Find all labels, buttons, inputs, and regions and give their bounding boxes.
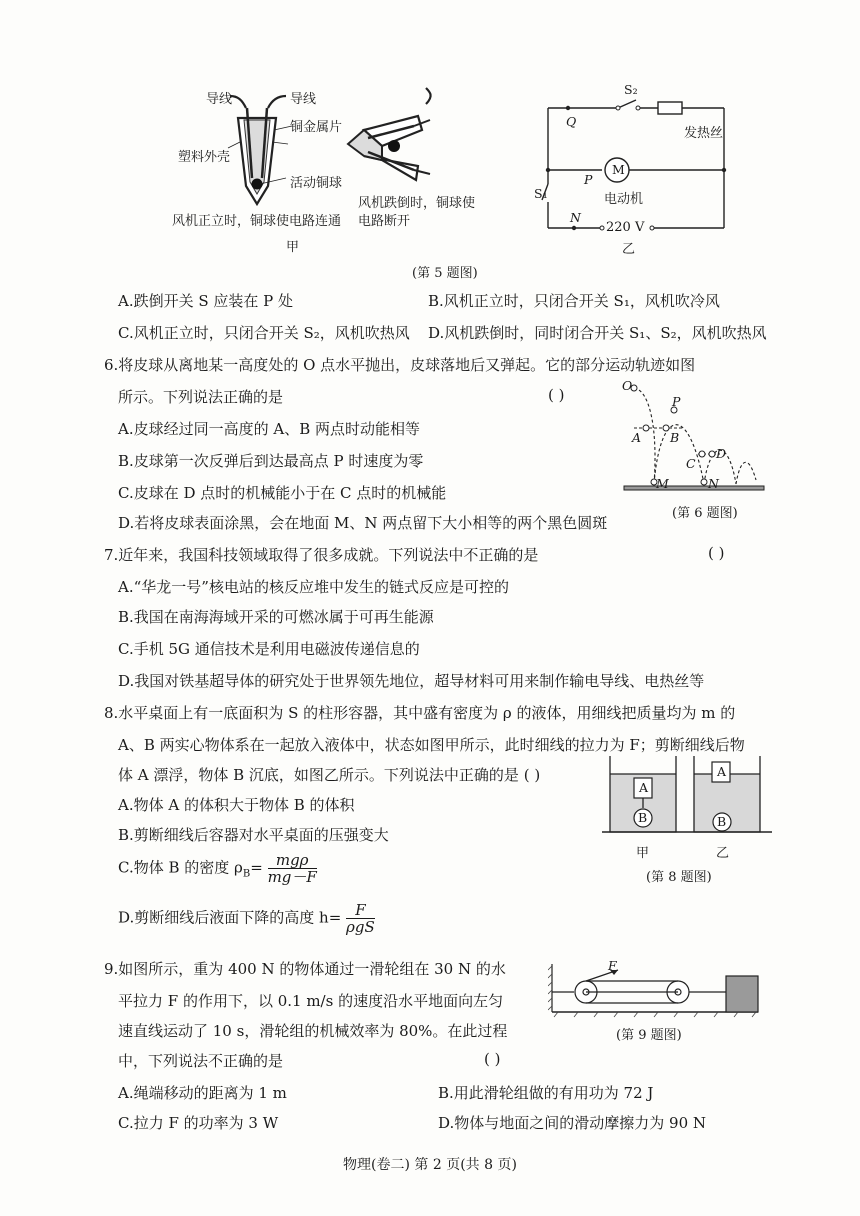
fig5-wire1-label: 导线 [206, 92, 233, 107]
q9-stem-line-1: 9.如图所示，重为 400 N 的物体通过一滑轮组在 30 N 的水 [104, 960, 506, 978]
fig6-b-label: B [670, 430, 680, 445]
q6-option-d: D.若将皮球表面涂黑，会在地面 M、N 两点留下大小相等的两个黑色圆斑 [118, 514, 608, 532]
fig6-a-label: A [632, 430, 642, 445]
fig8-jia-label: 甲 [636, 846, 650, 861]
q8-option-c-denominator: mg－F [267, 868, 317, 886]
fig5-motor-symbol: M [612, 162, 625, 177]
fig5-voltage-label: 220 V [606, 220, 645, 235]
fig5-s2-label: S₂ [624, 82, 638, 97]
fig9-pulley-diagram [548, 960, 760, 1018]
fig6-d-label: D [716, 446, 727, 461]
q8-option-c-fraction [268, 852, 317, 885]
fig8-yi-block-a: A [717, 764, 727, 779]
fig8-jia-block-a: A [639, 780, 649, 795]
q5-option-d: D.风机跌倒时，同时闭合开关 S₁、S₂，风机吹热风 [428, 324, 767, 342]
q7-option-b: B.我国在南海海域开采的可燃冰属于可再生能源 [118, 608, 434, 626]
q9-answer-paren: ( ) [484, 1050, 501, 1068]
q6-stem-line-1: 6.将皮球从离地某一高度处的 O 点水平抛出，皮球落地后又弹起。它的部分运动轨迹如图 [104, 356, 696, 374]
q7-option-d: D.我国对铁基超导体的研究处于世界领先地位，超导材料可用来制作输电导线、电热丝等 [118, 672, 705, 690]
fig5-copper-sheet-label: 铜金属片 [290, 120, 343, 135]
q7-stem: 7.近年来，我国科技领域取得了很多成就。下列说法中不正确的是 [104, 546, 539, 564]
fig5-motor-label: 电动机 [604, 192, 644, 207]
fig9-force-label: F [608, 958, 617, 973]
fig5-yi-label: 乙 [622, 242, 636, 257]
q8-option-c-text: C.物体 B 的密度 ρ [118, 858, 243, 877]
q9-option-a: A.绳端移动的距离为 1 m [118, 1084, 287, 1102]
q6-option-a: A.皮球经过同一高度的 A、B 两点时动能相等 [118, 420, 420, 438]
q8-option-b: B.剪断细线后容器对水平桌面的压强变大 [118, 826, 389, 844]
fig8-jia-ball-b: B [638, 810, 648, 825]
q5-option-c: C.风机正立时，只闭合开关 S₂，风机吹热风 [118, 324, 410, 342]
q8-stem-line-3: 体 A 漂浮，物体 B 沉底，如图乙所示。下列说法中正确的是 ( ) [118, 766, 541, 784]
q9-stem-line-4: 中，下列说法不正确的是 [118, 1052, 284, 1070]
fig6-o-label: O [622, 378, 633, 393]
fig8-yi-ball-b: B [717, 814, 727, 829]
q5-option-a: A.跌倒开关 S 应装在 P 处 [118, 292, 294, 310]
fig6-p-label: P [672, 394, 681, 409]
fig5-n-label: N [570, 210, 581, 225]
fig5-jia-label: 甲 [286, 240, 300, 255]
fig5-fall-label-2: 电路断开 [358, 214, 411, 229]
fig6-caption: (第 6 题图) [672, 506, 738, 521]
q9-stem-line-3: 速直线运动了 10 s，滑轮组的机械效率为 80%。在此过程 [118, 1022, 508, 1040]
page-footer: 物理(卷二) 第 2 页(共 8 页) [343, 1157, 517, 1173]
fig8-yi-label: 乙 [716, 846, 730, 861]
fig5-upright-label: 风机正立时，铜球使电路连通 [172, 214, 342, 229]
fig5-shell-label: 塑料外壳 [178, 150, 231, 165]
q6-answer-paren: ( ) [548, 386, 565, 404]
fig5-wire2-label: 导线 [290, 92, 317, 107]
q8-option-d-denominator: ρgS [346, 918, 375, 936]
fig5-s1-label: S₁ [534, 186, 548, 201]
q8-option-c-numerator: mgρ [268, 852, 317, 869]
fig6-m-label: M [656, 476, 669, 491]
q7-option-a: A.“华龙一号”核电站的核反应堆中发生的链式反应是可控的 [118, 578, 509, 596]
q8-option-c [118, 852, 317, 885]
q9-option-b: B.用此滑轮组做的有用功为 72 J [438, 1084, 654, 1102]
q8-option-d-numerator: F [346, 902, 375, 919]
fig5-jia-diagram [168, 86, 498, 256]
q7-answer-paren: ( ) [708, 544, 725, 562]
fig5-ball-label: 活动铜球 [290, 176, 343, 191]
q9-option-c: C.拉力 F 的功率为 3 W [118, 1114, 279, 1132]
q8-option-d-text: D.剪断细线后液面下降的高度 h= [118, 908, 342, 927]
q8-option-c-equals: = [250, 858, 263, 877]
q6-option-b: B.皮球第一次反弹后到达最高点 P 时速度为零 [118, 452, 424, 470]
q8-stem-line-1: 8.水平桌面上有一底面积为 S 的柱形容器，其中盛有密度为 ρ 的液体，用细线把质量均为 m 的 [104, 704, 736, 722]
fig8-caption: (第 8 题图) [646, 870, 712, 885]
q8-stem-line-2: A、B 两实心物体系在一起放入液体中，状态如图甲所示，此时细线的拉力为 F；剪断细线后物 [118, 736, 745, 754]
fig5-q-label: Q [566, 114, 577, 129]
q8-option-d [118, 902, 375, 935]
q8-option-d-fraction [346, 902, 375, 935]
fig9-caption: (第 9 题图) [616, 1028, 682, 1043]
q5-option-b: B.风机正立时，只闭合开关 S₁，风机吹冷风 [428, 292, 720, 310]
q6-option-c: C.皮球在 D 点时的机械能小于在 C 点时的机械能 [118, 484, 447, 502]
fig6-n-label: N [708, 476, 719, 491]
q7-option-c: C.手机 5G 通信技术是利用电磁波传递信息的 [118, 640, 420, 658]
fig5-p-label: P [584, 172, 593, 187]
fig5-heater-label: 发热丝 [684, 126, 724, 141]
q9-option-d: D.物体与地面之间的滑动摩擦力为 90 N [438, 1114, 707, 1132]
fig5-caption: (第 5 题图) [412, 266, 478, 281]
fig6-c-label: C [686, 456, 696, 471]
fig5-fall-label-1: 风机跌倒时，铜球使 [358, 196, 476, 211]
q6-stem-line-2: 所示。下列说法正确的是 [118, 388, 284, 406]
q9-stem-line-2: 平拉力 F 的作用下，以 0.1 m/s 的速度沿水平地面向左匀 [118, 992, 504, 1010]
q8-option-c-subscript: B [242, 868, 251, 880]
fig8-containers-diagram [598, 748, 776, 840]
q8-option-a: A.物体 A 的体积大于物体 B 的体积 [118, 796, 355, 814]
